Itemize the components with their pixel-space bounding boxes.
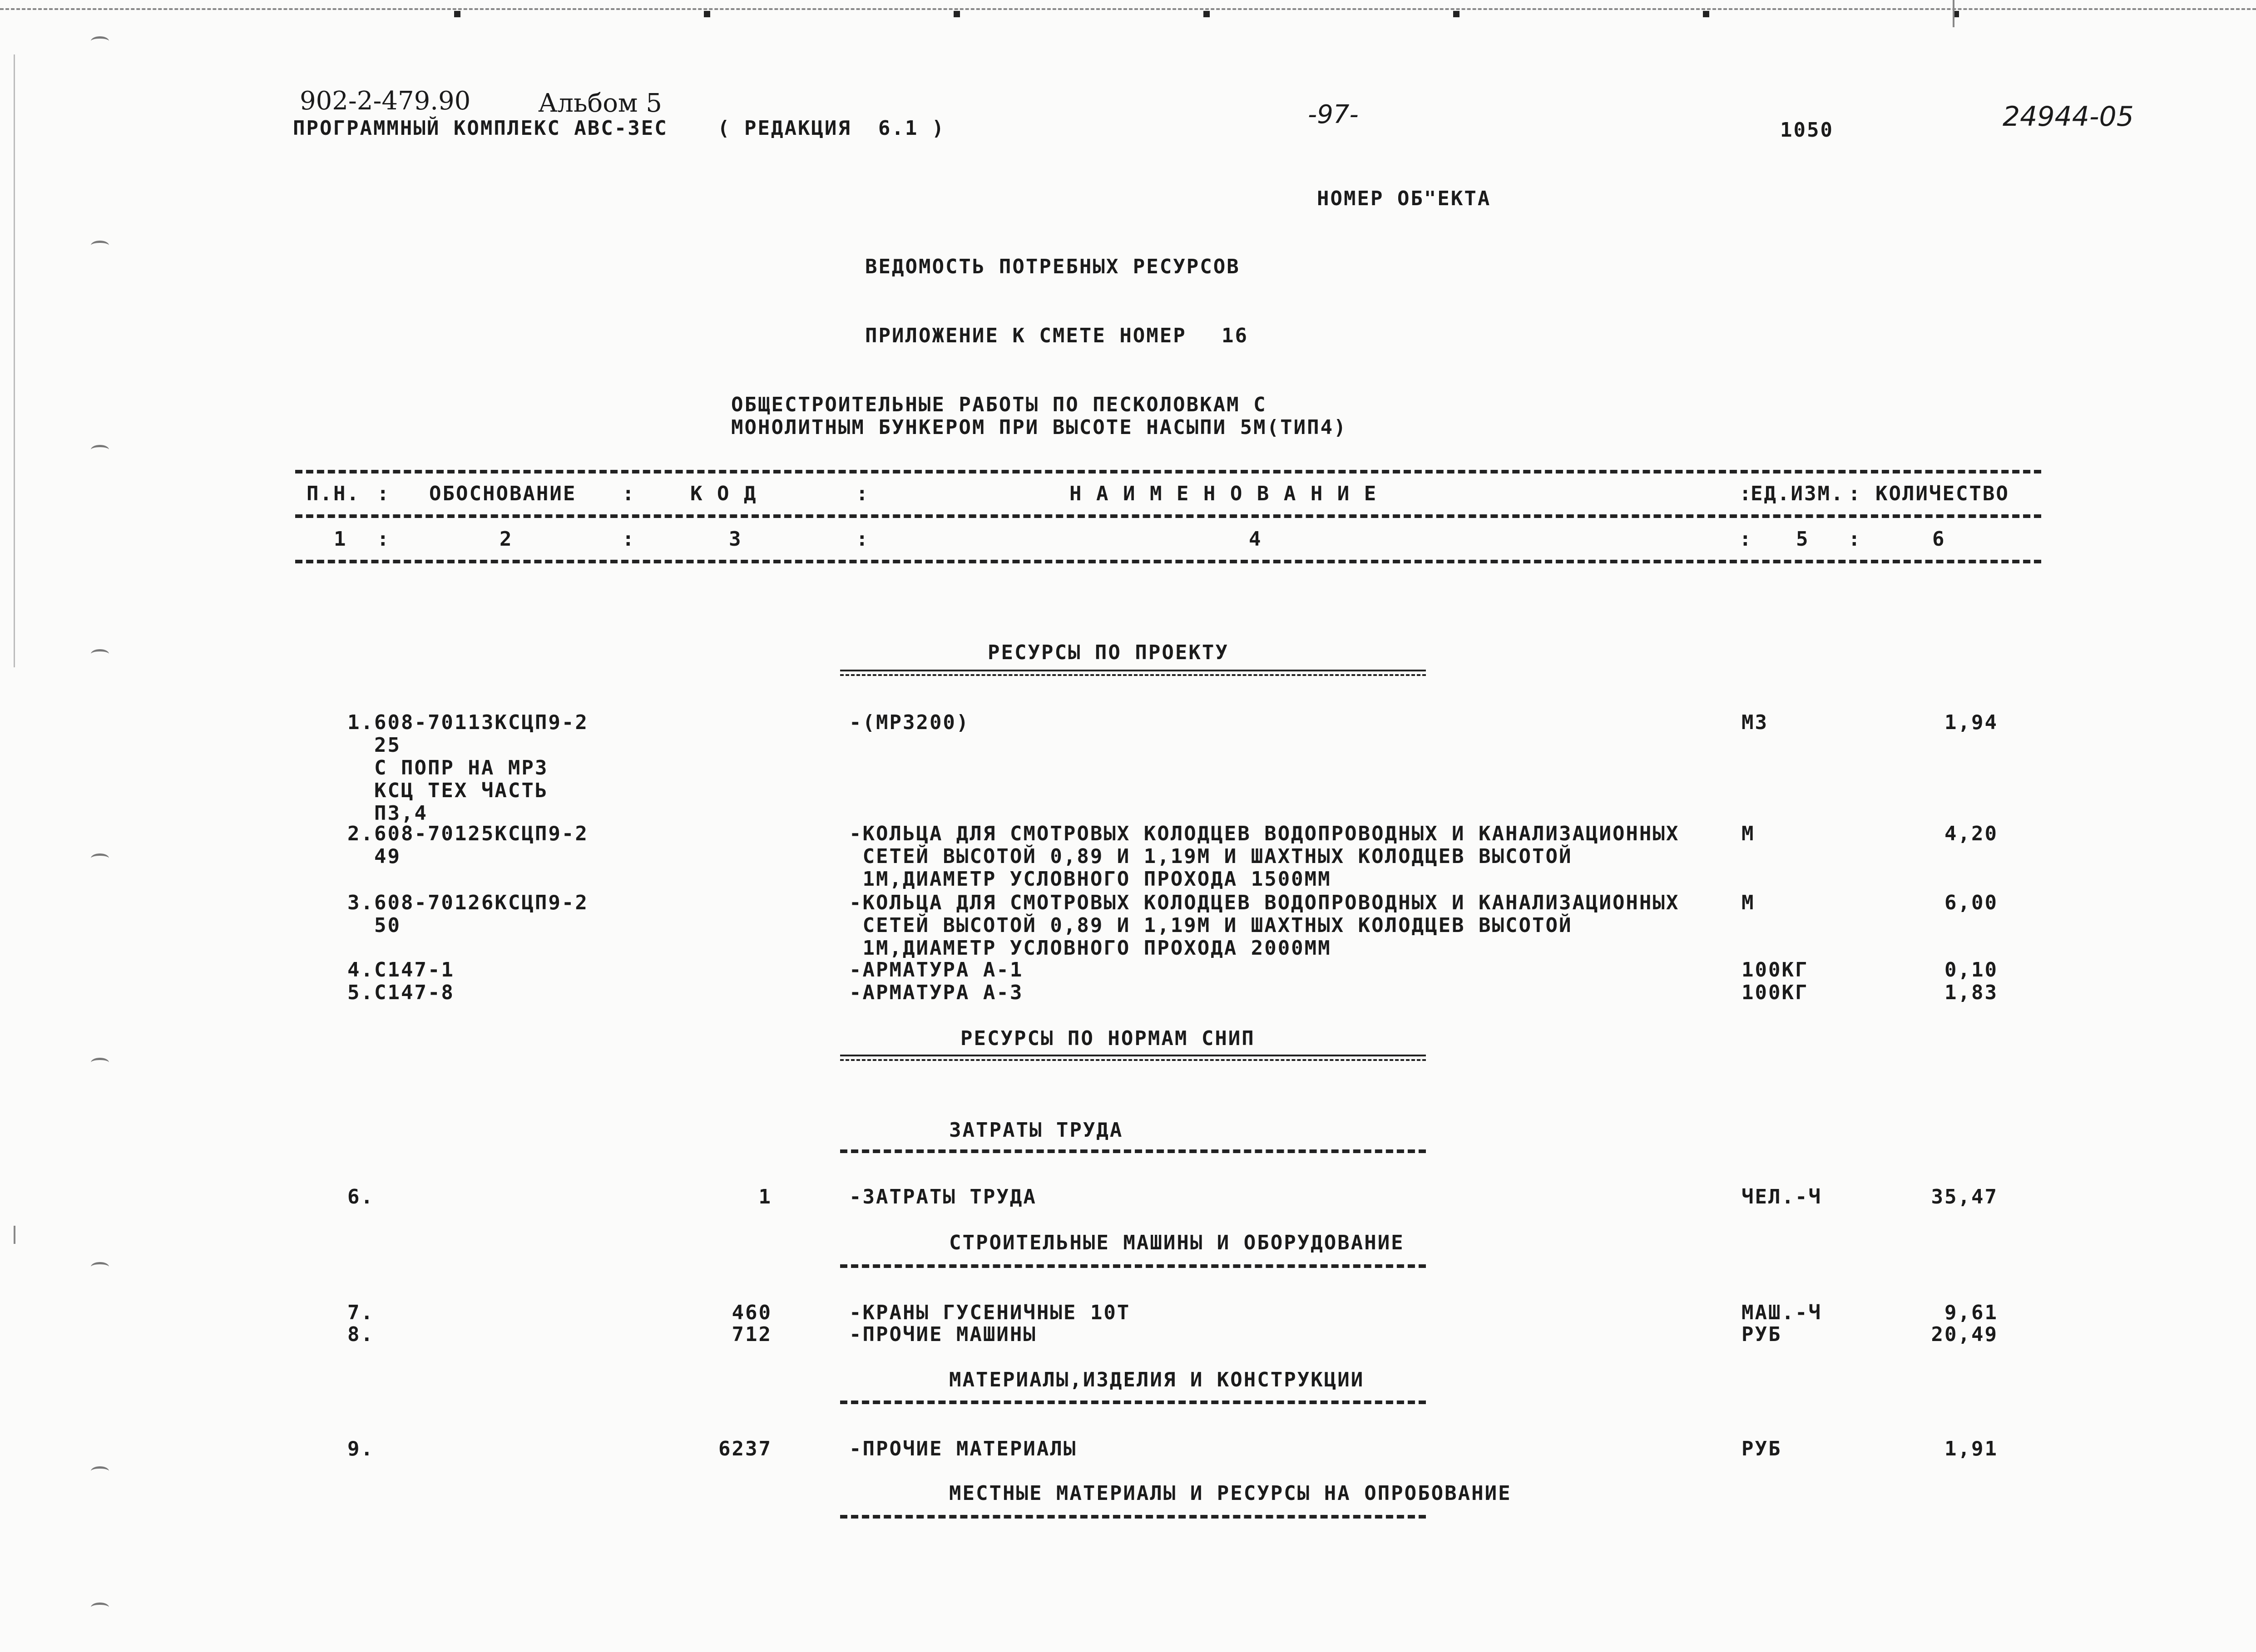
row-code: 712 [732,1323,772,1346]
scan-mark [954,11,960,17]
work-title-line2: МОНОЛИТНЫМ БУНКЕРОМ ПРИ ВЫСОТЕ НАСЫПИ 5М(ТИП4) [731,416,1347,439]
doc-code: 902-2-479.90 [300,86,471,116]
scan-mark [454,11,460,17]
row-basis: 6. [347,1185,374,1208]
binding-hole-mark [91,1058,109,1067]
row-unit: 100КГ [1741,981,1809,1004]
section-underline [840,1055,1426,1056]
row-unit: МАШ.-Ч [1741,1301,1822,1324]
row-name: -КОЛЬЦА ДЛЯ СМОТРОВЫХ КОЛОДЦЕВ ВОДОПРОВОДНЫХ И КАНАЛИЗАЦИОННЫХ СЕТЕЙ ВЫСОТОЙ 0,89 И 1,19М И ШАХТНЫХ КОЛОДЦЕВ ВЫСОТОЙ 1М,ДИАМЕТР УСЛОВНОГО ПРОХОДА 2000ММ [849,891,1680,960]
row-name: -КОЛЬЦА ДЛЯ СМОТРОВЫХ КОЛОДЦЕВ ВОДОПРОВОДНЫХ И КАНАЛИЗАЦИОННЫХ СЕТЕЙ ВЫСОТОЙ 0,89 И 1,19М И ШАХТНЫХ КОЛОДЦЕВ ВЫСОТОЙ 1М,ДИАМЕТР УСЛОВНОГО ПРОХОДА 1500ММ [849,822,1680,891]
row-qty: 35,47 [1931,1185,1998,1208]
section-title-machines: СТРОИТЕЛЬНЫЕ МАШИНЫ И ОБОРУДОВАНИЕ [949,1231,1405,1254]
row-name: -ПРОЧИЕ МАТЕРИАЛЫ [849,1437,1077,1460]
row-code: 1 [758,1185,772,1208]
col-header-code: К О Д [690,482,757,505]
row-name: -АРМАТУРА А-3 [849,981,1024,1004]
edition-label: ( РЕДАКЦИЯ 6.1 ) [717,117,945,140]
row-unit: РУБ [1741,1323,1782,1346]
row-code: 460 [732,1301,772,1324]
col-header-unit: ЕД.ИЗМ. [1751,482,1845,505]
row-unit: М [1741,822,1755,845]
row-name: -КРАНЫ ГУСЕНИЧНЫЕ 10Т [849,1301,1131,1324]
object-number-title: НОМЕР ОБ"ЕКТА [1317,187,1491,210]
binding-hole-mark [91,853,109,863]
binding-hole-mark [91,1262,109,1272]
row-unit: М3 [1741,711,1768,734]
binding-hole-mark [91,36,109,46]
section-underline [840,1264,1426,1268]
row-qty: 4,20 [1944,822,1998,845]
row-name: -ЗАТРАТЫ ТРУДА [849,1185,1037,1208]
section-underline [840,1401,1426,1404]
scan-mark [1453,11,1459,17]
binding-hole-mark [91,1466,109,1476]
binding-edge [14,54,15,667]
appendix-number: 16 [1222,324,1248,347]
section-title-labor: ЗАТРАТЫ ТРУДА [949,1119,1123,1142]
binding-hole-mark [91,1603,109,1612]
row-basis: 9. [347,1437,374,1460]
row-qty: 20,49 [1931,1323,1998,1346]
section-title-local: МЕСТНЫЕ МАТЕРИАЛЫ И РЕСУРСЫ НА ОПРОБОВАНИЕ [949,1482,1512,1505]
col-header-qty: КОЛИЧЕСТВО [1875,482,2009,505]
row-name: -(МР3200) [849,711,970,734]
page-mark: -97- [1308,100,1359,129]
album-label: Альбом 5 [538,89,662,118]
row-unit: РУБ [1741,1437,1782,1460]
scan-mark [1703,11,1709,17]
program-name: ПРОГРАММНЫЙ КОМПЛЕКС АВС-3ЕС [293,117,668,140]
row-basis: 3.608-70126КСЦП9-2 50 [347,891,589,937]
binding-hole-mark [91,649,109,659]
row-qty: 0,10 [1944,958,1998,981]
row-qty: 6,00 [1944,891,1998,914]
row-name: -АРМАТУРА А-1 [849,958,1024,981]
scan-mark [1953,0,1954,27]
row-name: -ПРОЧИЕ МАШИНЫ [849,1323,1037,1346]
work-title-line1: ОБЩЕСТРОИТЕЛЬНЫЕ РАБОТЫ ПО ПЕСКОЛОВКАМ С [731,393,1267,416]
row-basis: 7. [347,1301,374,1324]
row-basis: 2.608-70125КСЦП9-2 49 [347,822,589,868]
row-basis: 4.С147-1 [347,958,455,981]
scan-mark [704,11,710,17]
table-rule-mid [295,514,2041,518]
row-unit: 100КГ [1741,958,1809,981]
scan-top-dashed-line [0,8,2256,10]
statement-title: ВЕДОМОСТЬ ПОТРЕБНЫХ РЕСУРСОВ [865,255,1240,278]
row-unit: М [1741,891,1755,914]
section-underline [840,1149,1426,1153]
section-underline [840,1515,1426,1519]
col-header-basis: ОБОСНОВАНИЕ [429,482,577,505]
row-qty: 1,94 [1944,711,1998,734]
col-header-name: Н А И М Е Н О В А Н И Е [1069,482,1378,505]
row-qty: 1,91 [1944,1437,1998,1460]
binding-hole-mark [91,241,109,250]
table-rule-top [295,470,2041,473]
appendix-label: ПРИЛОЖЕНИЕ К СМЕТЕ НОМЕР [865,324,1187,347]
inventory-number: 24944-05 [2003,101,2134,133]
row-basis: 8. [347,1323,374,1346]
section-title-materials: МАТЕРИАЛЫ,ИЗДЕЛИЯ И КОНСТРУКЦИИ [949,1368,1365,1391]
binding-hole-mark [91,445,109,454]
row-basis: 5.С147-8 [347,981,455,1004]
row-basis: 1.608-70113КСЦП9-2 25 С ПОПР НА МР3 КСЦ ТЕХ ЧАСТЬ П3,4 [347,711,589,825]
section-title-snip: РЕСУРСЫ ПО НОРМАМ СНИП [960,1027,1255,1050]
row-unit: ЧЕЛ.-Ч [1741,1185,1822,1208]
section-title-project: РЕСУРСЫ ПО ПРОЕКТУ [988,641,1229,664]
sheet-number: 1050 [1780,118,1834,142]
scan-mark [1203,11,1210,17]
section-underline [840,670,1426,671]
table-rule-bottom [295,560,2041,563]
binding-edge [14,1226,15,1244]
col-header-pn: П.Н. [307,482,360,505]
row-qty: 9,61 [1944,1301,1998,1324]
row-code: 6237 [718,1437,772,1460]
row-qty: 1,83 [1944,981,1998,1004]
